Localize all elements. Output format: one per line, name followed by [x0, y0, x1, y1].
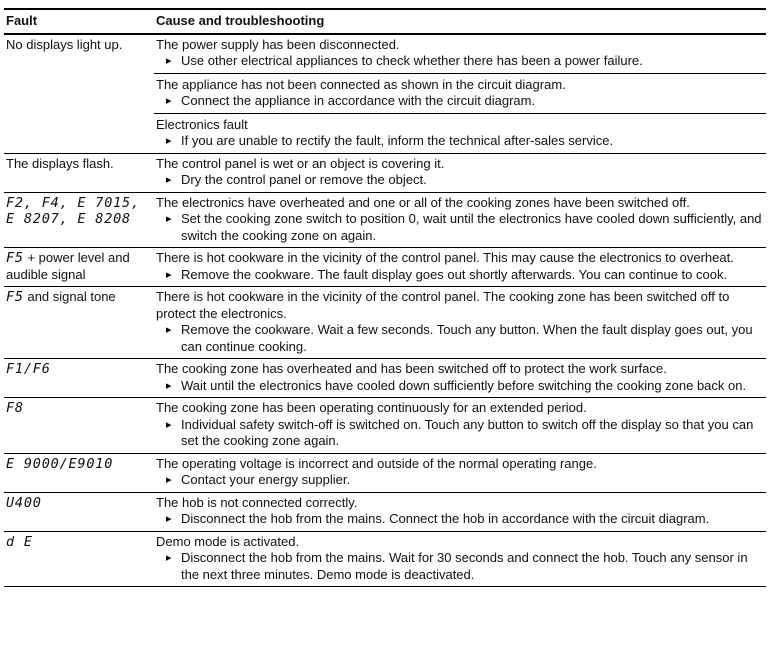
fault-cell	[4, 193, 154, 248]
action-item	[156, 472, 762, 489]
triangle-bullet-icon: ▸	[166, 268, 172, 281]
action-text: Set the cooking zone switch to position 0, wait until the electronics have cooled down sufficiently, and switch the cooking zone on again.	[181, 211, 762, 243]
block-divider	[154, 113, 766, 114]
action-item	[156, 93, 762, 110]
table-row	[4, 398, 766, 454]
cause-cell	[154, 493, 766, 531]
triangle-bullet-icon: ▸	[166, 95, 172, 107]
cause-text: The cooking zone has overheated and has been switched off to protect the work surface.	[156, 361, 667, 376]
cause-text: The cooking zone has been operating continuously for an extended period.	[156, 400, 587, 415]
triangle-bullet-icon: ▸	[166, 552, 172, 564]
table-row	[4, 35, 766, 154]
table-row	[4, 287, 766, 359]
cause-text: The operating voltage is incorrect and outside of the normal operating range.	[156, 455, 597, 471]
column-header-fault: Fault	[6, 13, 38, 28]
fault-text: and signal tone	[23, 289, 116, 304]
cause-cell	[154, 398, 766, 453]
cause-text: The electronics have overheated and one or all of the cooking zones have been switched off.	[156, 194, 690, 210]
triangle-bullet-icon: ▸	[166, 513, 172, 525]
fault-text: + power level and audible signal	[6, 250, 130, 282]
cause-cell	[154, 532, 766, 587]
fault-cell	[4, 359, 154, 397]
fault-code-display: F1/F6	[6, 361, 51, 377]
action-text: Individual safety switch-off is switched on. Touch any button to switch off the display so that you can set the cooking zone again.	[181, 416, 754, 448]
triangle-bullet-icon: ▸	[166, 474, 172, 486]
cause-text: There is hot cookware in the vicinity of the control panel. The cooking zone has been switched off to protect the electronics.	[156, 289, 730, 321]
action-text: Remove the cookware. The fault display goes out shortly afterwards. You can continue to cook.	[181, 266, 728, 282]
cause-text: Electronics fault	[156, 116, 248, 132]
table-row	[4, 248, 766, 287]
troubleshooting-table	[4, 8, 766, 587]
block-divider	[154, 73, 766, 74]
table-row	[4, 532, 766, 588]
cause-text: Demo mode is activated.	[156, 533, 300, 549]
cause-cell	[154, 248, 766, 286]
column-header-cause: Cause and troubleshooting	[156, 13, 325, 28]
fault-cell	[4, 35, 154, 153]
cause-cell	[154, 359, 766, 397]
fault-cell	[4, 454, 154, 492]
triangle-bullet-icon: ▸	[166, 418, 172, 431]
action-item	[156, 133, 762, 150]
fault-code-display: F5	[6, 250, 24, 266]
fault-cell	[4, 154, 154, 192]
action-text: If you are unable to rectify the fault, inform the technical after-sales service.	[181, 133, 614, 148]
cause-cell	[154, 35, 766, 153]
action-item	[156, 172, 762, 189]
fault-text: No displays light up.	[6, 36, 123, 52]
action-item	[156, 550, 762, 583]
fault-code-display: U400	[6, 494, 42, 511]
cause-text: The control panel is wet or an object is covering it.	[156, 155, 445, 171]
action-text: Connect the appliance in accordance with the circuit diagram.	[181, 93, 536, 108]
fault-cell	[4, 398, 154, 453]
action-text: Contact your energy supplier.	[181, 472, 351, 487]
fault-code-display: F5	[6, 289, 24, 305]
table-row	[4, 193, 766, 249]
action-text: Disconnect the hob from the mains. Wait for 30 seconds and connect the hob. Touch any sensor in the next three minutes. Demo mode is deactivated.	[181, 550, 748, 582]
fault-text: The displays flash.	[6, 155, 114, 171]
cause-text: There is hot cookware in the vicinity of the control panel. This may cause the electronics to overheat.	[156, 250, 734, 265]
table-row	[4, 359, 766, 398]
fault-code-display: F2, F4, E 7015, E 8207, E 8208	[6, 194, 140, 227]
action-item	[156, 267, 762, 284]
action-item	[156, 417, 762, 450]
fault-code-display: d E	[6, 533, 33, 550]
action-text: Use other electrical appliances to check whether there has been a power failure.	[181, 53, 643, 68]
action-text: Disconnect the hob from the mains. Connect the hob in accordance with the circuit diagram.	[181, 511, 710, 526]
cause-cell	[154, 193, 766, 248]
fault-cell	[4, 532, 154, 587]
cause-text: The power supply has been disconnected.	[156, 36, 400, 52]
fault-cell	[4, 493, 154, 531]
fault-cell	[4, 287, 154, 358]
table-row	[4, 154, 766, 193]
table-row	[4, 493, 766, 532]
triangle-bullet-icon: ▸	[166, 135, 172, 147]
cause-cell	[154, 454, 766, 492]
fault-code-display: F8	[6, 400, 24, 416]
table-header-row	[4, 10, 766, 35]
action-item	[156, 211, 762, 244]
triangle-bullet-icon: ▸	[166, 379, 172, 392]
cause-text: The appliance has not been connected as shown in the circuit diagram.	[156, 76, 566, 92]
action-item	[156, 322, 762, 355]
action-item	[156, 511, 762, 528]
triangle-bullet-icon: ▸	[166, 324, 172, 336]
action-text: Remove the cookware. Wait a few seconds. Touch any button. When the fault display goes out, you can continue cooking.	[181, 322, 753, 354]
cause-cell	[154, 154, 766, 192]
cause-cell	[154, 287, 766, 358]
action-item	[156, 378, 762, 395]
fault-cell	[4, 248, 154, 286]
triangle-bullet-icon: ▸	[166, 174, 172, 186]
action-text: Wait until the electronics have cooled down sufficiently before switching the cooking zone back on.	[181, 377, 747, 393]
triangle-bullet-icon: ▸	[166, 213, 172, 225]
action-text: Dry the control panel or remove the object.	[181, 172, 427, 187]
fault-code-display: E 9000/E9010	[6, 455, 114, 472]
action-item	[156, 53, 762, 70]
triangle-bullet-icon: ▸	[166, 55, 172, 67]
table-row	[4, 454, 766, 493]
cause-text: The hob is not connected correctly.	[156, 494, 358, 510]
